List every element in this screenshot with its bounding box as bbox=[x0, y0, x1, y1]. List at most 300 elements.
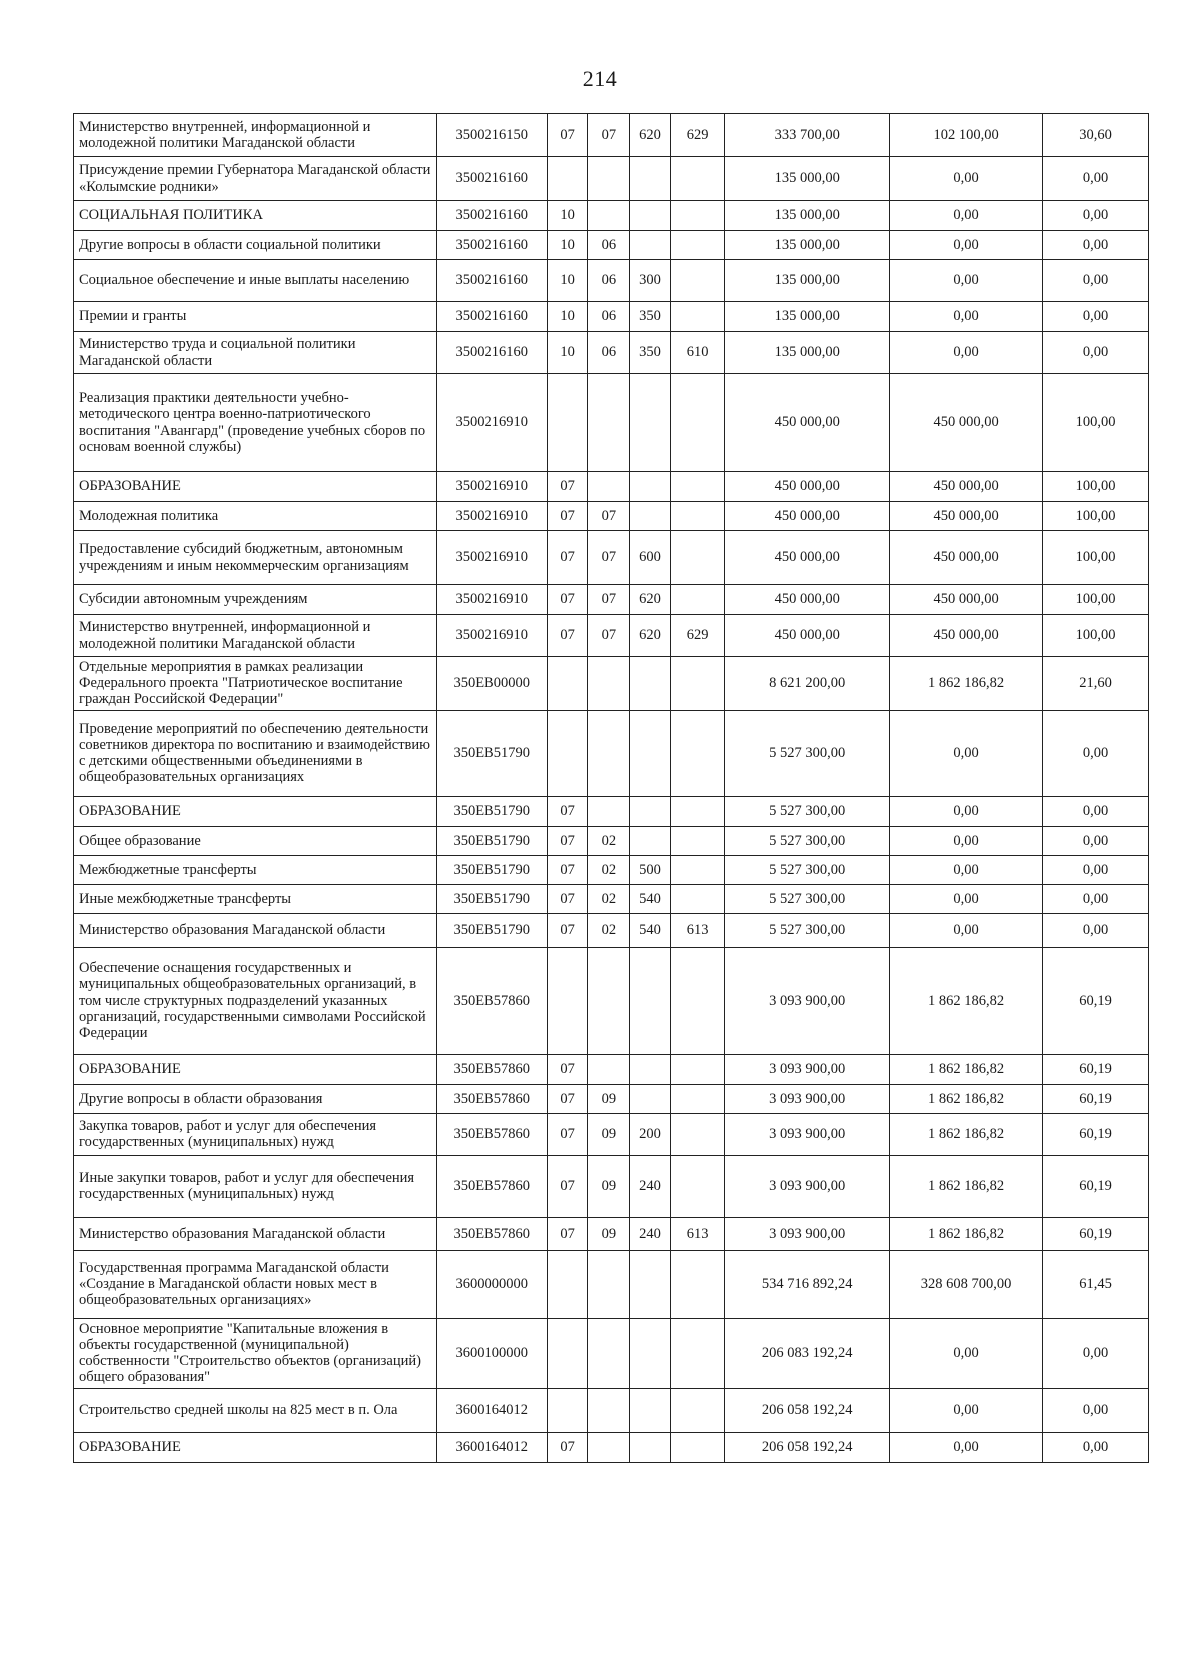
table-row bbox=[74, 114, 1149, 157]
cell-executed: 0,00 bbox=[890, 260, 1043, 302]
cell-percent: 61,45 bbox=[1043, 1250, 1149, 1318]
cell-expense-type bbox=[630, 1054, 671, 1084]
cell-percent: 0,00 bbox=[1043, 302, 1149, 332]
table-row bbox=[74, 1388, 1149, 1432]
cell-planned: 3 093 900,00 bbox=[725, 1217, 890, 1250]
cell-subsection bbox=[588, 157, 630, 201]
cell-percent: 0,00 bbox=[1043, 231, 1149, 260]
table-row bbox=[74, 710, 1149, 796]
cell-admin-code bbox=[670, 1432, 725, 1462]
cell-subsection: 09 bbox=[588, 1113, 630, 1155]
cell-target-code: 3600164012 bbox=[436, 1432, 547, 1462]
cell-target-code: 350EB51790 bbox=[436, 855, 547, 884]
table-row bbox=[74, 472, 1149, 502]
cell-percent: 60,19 bbox=[1043, 1084, 1149, 1113]
table-row bbox=[74, 332, 1149, 374]
cell-expense-type bbox=[630, 1250, 671, 1318]
cell-subsection: 09 bbox=[588, 1084, 630, 1113]
cell-section: 07 bbox=[547, 855, 588, 884]
cell-executed: 0,00 bbox=[890, 201, 1043, 231]
cell-name: Другие вопросы в области социальной политики bbox=[74, 231, 437, 260]
cell-admin-code: 613 bbox=[670, 913, 725, 947]
cell-name: Министерство образования Магаданской области bbox=[74, 1217, 437, 1250]
cell-name: Реализация практики деятельности учебно-методического центра военно-патриотического воспитания "Авангард" (проведение учебных сборов по основам военной службы) bbox=[74, 374, 437, 472]
cell-subsection bbox=[588, 1388, 630, 1432]
cell-target-code: 350EB51790 bbox=[436, 796, 547, 826]
cell-percent: 60,19 bbox=[1043, 947, 1149, 1054]
cell-planned: 3 093 900,00 bbox=[725, 1054, 890, 1084]
cell-percent: 100,00 bbox=[1043, 374, 1149, 472]
cell-admin-code bbox=[670, 1084, 725, 1113]
cell-target-code: 3500216910 bbox=[436, 472, 547, 502]
budget-table bbox=[73, 113, 1149, 1463]
cell-executed: 0,00 bbox=[890, 1432, 1043, 1462]
cell-executed: 1 862 186,82 bbox=[890, 1113, 1043, 1155]
table-row bbox=[74, 157, 1149, 201]
cell-expense-type: 540 bbox=[630, 884, 671, 913]
cell-subsection: 06 bbox=[588, 302, 630, 332]
table-row bbox=[74, 1217, 1149, 1250]
cell-admin-code bbox=[670, 657, 725, 711]
cell-planned: 5 527 300,00 bbox=[725, 913, 890, 947]
cell-section bbox=[547, 374, 588, 472]
table-row bbox=[74, 201, 1149, 231]
cell-expense-type: 350 bbox=[630, 302, 671, 332]
cell-target-code: 3500216910 bbox=[436, 502, 547, 531]
cell-target-code: 350EB57860 bbox=[436, 1084, 547, 1113]
cell-executed: 0,00 bbox=[890, 1318, 1043, 1388]
cell-percent: 0,00 bbox=[1043, 157, 1149, 201]
cell-expense-type bbox=[630, 472, 671, 502]
cell-executed: 1 862 186,82 bbox=[890, 947, 1043, 1054]
cell-executed: 1 862 186,82 bbox=[890, 657, 1043, 711]
cell-admin-code: 610 bbox=[670, 332, 725, 374]
cell-planned: 450 000,00 bbox=[725, 585, 890, 615]
cell-executed: 450 000,00 bbox=[890, 615, 1043, 657]
cell-target-code: 350EB57860 bbox=[436, 1217, 547, 1250]
cell-target-code: 350EB57860 bbox=[436, 947, 547, 1054]
cell-planned: 5 527 300,00 bbox=[725, 796, 890, 826]
cell-admin-code bbox=[670, 585, 725, 615]
cell-section: 07 bbox=[547, 1155, 588, 1217]
cell-executed: 450 000,00 bbox=[890, 374, 1043, 472]
cell-target-code: 3500216160 bbox=[436, 231, 547, 260]
cell-percent: 60,19 bbox=[1043, 1155, 1149, 1217]
cell-executed: 450 000,00 bbox=[890, 531, 1043, 585]
cell-subsection: 02 bbox=[588, 913, 630, 947]
cell-target-code: 3500216150 bbox=[436, 114, 547, 157]
cell-target-code: 3600000000 bbox=[436, 1250, 547, 1318]
cell-executed: 0,00 bbox=[890, 302, 1043, 332]
cell-percent: 0,00 bbox=[1043, 201, 1149, 231]
cell-admin-code bbox=[670, 302, 725, 332]
cell-expense-type bbox=[630, 1318, 671, 1388]
cell-name: Иные межбюджетные трансферты bbox=[74, 884, 437, 913]
cell-percent: 60,19 bbox=[1043, 1113, 1149, 1155]
cell-planned: 135 000,00 bbox=[725, 157, 890, 201]
cell-planned: 3 093 900,00 bbox=[725, 1084, 890, 1113]
cell-section: 07 bbox=[547, 502, 588, 531]
table-row bbox=[74, 231, 1149, 260]
cell-percent: 0,00 bbox=[1043, 1318, 1149, 1388]
cell-executed: 0,00 bbox=[890, 796, 1043, 826]
table-row bbox=[74, 1318, 1149, 1388]
cell-admin-code bbox=[670, 855, 725, 884]
cell-name: Предоставление субсидий бюджетным, автономным учреждениям и иным некоммерческим организациям bbox=[74, 531, 437, 585]
cell-executed: 450 000,00 bbox=[890, 502, 1043, 531]
page-number: 214 bbox=[582, 66, 618, 91]
cell-section: 10 bbox=[547, 302, 588, 332]
cell-planned: 450 000,00 bbox=[725, 531, 890, 585]
cell-section: 07 bbox=[547, 913, 588, 947]
cell-name: ОБРАЗОВАНИЕ bbox=[74, 1432, 437, 1462]
cell-expense-type bbox=[630, 502, 671, 531]
table-row bbox=[74, 855, 1149, 884]
cell-subsection: 02 bbox=[588, 855, 630, 884]
cell-subsection bbox=[588, 472, 630, 502]
table-row bbox=[74, 913, 1149, 947]
cell-admin-code bbox=[670, 884, 725, 913]
cell-name: Основное мероприятие "Капитальные вложения в объекты государственной (муниципальной) собственности "Строительство объектов (организаций) общего образования" bbox=[74, 1318, 437, 1388]
cell-expense-type bbox=[630, 947, 671, 1054]
cell-percent: 0,00 bbox=[1043, 796, 1149, 826]
cell-name: Министерство труда и социальной политики Магаданской области bbox=[74, 332, 437, 374]
cell-executed: 0,00 bbox=[890, 332, 1043, 374]
cell-section bbox=[547, 1388, 588, 1432]
cell-expense-type bbox=[630, 796, 671, 826]
cell-target-code: 350EB51790 bbox=[436, 710, 547, 796]
cell-name: Другие вопросы в области образования bbox=[74, 1084, 437, 1113]
cell-section bbox=[547, 657, 588, 711]
cell-name: ОБРАЗОВАНИЕ bbox=[74, 1054, 437, 1084]
table-row bbox=[74, 1054, 1149, 1084]
cell-planned: 135 000,00 bbox=[725, 302, 890, 332]
cell-expense-type: 200 bbox=[630, 1113, 671, 1155]
cell-section: 07 bbox=[547, 1217, 588, 1250]
cell-target-code: 3500216910 bbox=[436, 615, 547, 657]
table-row bbox=[74, 796, 1149, 826]
cell-target-code: 3500216160 bbox=[436, 201, 547, 231]
cell-executed: 0,00 bbox=[890, 1388, 1043, 1432]
cell-name: ОБРАЗОВАНИЕ bbox=[74, 796, 437, 826]
cell-subsection: 07 bbox=[588, 585, 630, 615]
cell-name: Иные закупки товаров, работ и услуг для обеспечения государственных (муниципальных) нужд bbox=[74, 1155, 437, 1217]
cell-expense-type bbox=[630, 1388, 671, 1432]
cell-subsection: 06 bbox=[588, 332, 630, 374]
cell-percent: 60,19 bbox=[1043, 1054, 1149, 1084]
cell-admin-code bbox=[670, 231, 725, 260]
cell-planned: 5 527 300,00 bbox=[725, 710, 890, 796]
cell-expense-type bbox=[630, 710, 671, 796]
cell-percent: 100,00 bbox=[1043, 585, 1149, 615]
cell-expense-type: 540 bbox=[630, 913, 671, 947]
cell-planned: 3 093 900,00 bbox=[725, 1155, 890, 1217]
cell-admin-code bbox=[670, 260, 725, 302]
cell-section: 07 bbox=[547, 114, 588, 157]
cell-expense-type: 600 bbox=[630, 531, 671, 585]
cell-admin-code bbox=[670, 157, 725, 201]
cell-section: 10 bbox=[547, 201, 588, 231]
cell-expense-type: 500 bbox=[630, 855, 671, 884]
cell-section: 10 bbox=[547, 260, 588, 302]
cell-name: Министерство внутренней, информационной и молодежной политики Магаданской области bbox=[74, 114, 437, 157]
cell-planned: 135 000,00 bbox=[725, 231, 890, 260]
cell-name: Министерство внутренней, информационной и молодежной политики Магаданской области bbox=[74, 615, 437, 657]
cell-target-code: 3500216160 bbox=[436, 260, 547, 302]
cell-expense-type bbox=[630, 231, 671, 260]
cell-subsection: 02 bbox=[588, 884, 630, 913]
table-row bbox=[74, 615, 1149, 657]
cell-section: 07 bbox=[547, 796, 588, 826]
cell-executed: 1 862 186,82 bbox=[890, 1054, 1043, 1084]
cell-subsection bbox=[588, 710, 630, 796]
cell-percent: 30,60 bbox=[1043, 114, 1149, 157]
cell-admin-code bbox=[670, 374, 725, 472]
cell-name: Министерство образования Магаданской области bbox=[74, 913, 437, 947]
cell-section: 07 bbox=[547, 615, 588, 657]
cell-subsection: 09 bbox=[588, 1155, 630, 1217]
cell-name: Государственная программа Магаданской области «Создание в Магаданской области новых мест в общеобразовательных организациях» bbox=[74, 1250, 437, 1318]
cell-percent: 0,00 bbox=[1043, 332, 1149, 374]
cell-executed: 450 000,00 bbox=[890, 585, 1043, 615]
table-row bbox=[74, 1155, 1149, 1217]
cell-admin-code bbox=[670, 1388, 725, 1432]
cell-admin-code bbox=[670, 502, 725, 531]
cell-subsection: 06 bbox=[588, 231, 630, 260]
cell-percent: 100,00 bbox=[1043, 502, 1149, 531]
cell-name: Закупка товаров, работ и услуг для обеспечения государственных (муниципальных) нужд bbox=[74, 1113, 437, 1155]
cell-percent: 0,00 bbox=[1043, 884, 1149, 913]
table-row bbox=[74, 1432, 1149, 1462]
cell-executed: 0,00 bbox=[890, 913, 1043, 947]
cell-planned: 450 000,00 bbox=[725, 374, 890, 472]
cell-section: 07 bbox=[547, 585, 588, 615]
table-row bbox=[74, 260, 1149, 302]
cell-executed: 1 862 186,82 bbox=[890, 1217, 1043, 1250]
cell-planned: 135 000,00 bbox=[725, 332, 890, 374]
cell-subsection: 09 bbox=[588, 1217, 630, 1250]
cell-section: 07 bbox=[547, 472, 588, 502]
table-row bbox=[74, 1250, 1149, 1318]
cell-expense-type bbox=[630, 157, 671, 201]
cell-expense-type: 300 bbox=[630, 260, 671, 302]
cell-section: 07 bbox=[547, 884, 588, 913]
cell-percent: 21,60 bbox=[1043, 657, 1149, 711]
cell-admin-code bbox=[670, 1318, 725, 1388]
cell-admin-code bbox=[670, 826, 725, 855]
cell-planned: 5 527 300,00 bbox=[725, 855, 890, 884]
cell-admin-code: 613 bbox=[670, 1217, 725, 1250]
cell-name: Субсидии автономным учреждениям bbox=[74, 585, 437, 615]
cell-planned: 333 700,00 bbox=[725, 114, 890, 157]
cell-name: Отдельные мероприятия в рамках реализации Федерального проекта "Патриотическое воспитание граждан Российской Федерации" bbox=[74, 657, 437, 711]
cell-target-code: 3500216160 bbox=[436, 302, 547, 332]
cell-planned: 8 621 200,00 bbox=[725, 657, 890, 711]
cell-subsection: 07 bbox=[588, 531, 630, 585]
cell-percent: 100,00 bbox=[1043, 615, 1149, 657]
cell-planned: 135 000,00 bbox=[725, 260, 890, 302]
cell-expense-type: 620 bbox=[630, 585, 671, 615]
cell-percent: 100,00 bbox=[1043, 472, 1149, 502]
cell-percent: 0,00 bbox=[1043, 1432, 1149, 1462]
cell-expense-type bbox=[630, 1084, 671, 1113]
cell-executed: 1 862 186,82 bbox=[890, 1084, 1043, 1113]
cell-section bbox=[547, 1250, 588, 1318]
cell-target-code: 350EB57860 bbox=[436, 1113, 547, 1155]
cell-target-code: 350EB51790 bbox=[436, 826, 547, 855]
cell-admin-code bbox=[670, 947, 725, 1054]
cell-planned: 450 000,00 bbox=[725, 502, 890, 531]
cell-section bbox=[547, 947, 588, 1054]
cell-target-code: 3500216160 bbox=[436, 157, 547, 201]
table-row bbox=[74, 884, 1149, 913]
cell-name: Общее образование bbox=[74, 826, 437, 855]
cell-target-code: 3600164012 bbox=[436, 1388, 547, 1432]
cell-executed: 1 862 186,82 bbox=[890, 1155, 1043, 1217]
cell-planned: 206 058 192,24 bbox=[725, 1388, 890, 1432]
table-row bbox=[74, 826, 1149, 855]
cell-subsection bbox=[588, 201, 630, 231]
cell-admin-code: 629 bbox=[670, 615, 725, 657]
cell-subsection: 07 bbox=[588, 114, 630, 157]
cell-percent: 0,00 bbox=[1043, 710, 1149, 796]
cell-subsection: 07 bbox=[588, 502, 630, 531]
cell-planned: 450 000,00 bbox=[725, 472, 890, 502]
cell-target-code: 3500216910 bbox=[436, 585, 547, 615]
cell-name: Премии и гранты bbox=[74, 302, 437, 332]
cell-admin-code bbox=[670, 201, 725, 231]
cell-planned: 5 527 300,00 bbox=[725, 826, 890, 855]
cell-section: 10 bbox=[547, 231, 588, 260]
cell-subsection bbox=[588, 374, 630, 472]
cell-admin-code bbox=[670, 472, 725, 502]
cell-percent: 0,00 bbox=[1043, 1388, 1149, 1432]
cell-section: 07 bbox=[547, 1054, 588, 1084]
cell-executed: 0,00 bbox=[890, 231, 1043, 260]
cell-admin-code bbox=[670, 1113, 725, 1155]
cell-section: 07 bbox=[547, 826, 588, 855]
table-row bbox=[74, 374, 1149, 472]
cell-target-code: 350EB51790 bbox=[436, 913, 547, 947]
cell-executed: 0,00 bbox=[890, 710, 1043, 796]
cell-subsection bbox=[588, 947, 630, 1054]
cell-admin-code: 629 bbox=[670, 114, 725, 157]
cell-subsection bbox=[588, 1432, 630, 1462]
cell-target-code: 350EB51790 bbox=[436, 884, 547, 913]
cell-expense-type bbox=[630, 826, 671, 855]
cell-admin-code bbox=[670, 1155, 725, 1217]
cell-subsection: 07 bbox=[588, 615, 630, 657]
cell-section: 07 bbox=[547, 531, 588, 585]
cell-percent: 0,00 bbox=[1043, 260, 1149, 302]
table-row bbox=[74, 531, 1149, 585]
cell-subsection bbox=[588, 1054, 630, 1084]
cell-section: 07 bbox=[547, 1432, 588, 1462]
cell-name: Обеспечение оснащения государственных и муниципальных общеобразовательных организаций, в том числе структурных подразделений указанных организаций, государственными символами Российской Федерации bbox=[74, 947, 437, 1054]
cell-name: ОБРАЗОВАНИЕ bbox=[74, 472, 437, 502]
table-row bbox=[74, 302, 1149, 332]
cell-subsection: 06 bbox=[588, 260, 630, 302]
cell-name: Молодежная политика bbox=[74, 502, 437, 531]
table-row bbox=[74, 1113, 1149, 1155]
cell-percent: 0,00 bbox=[1043, 826, 1149, 855]
table-row bbox=[74, 947, 1149, 1054]
cell-executed: 0,00 bbox=[890, 855, 1043, 884]
cell-percent: 100,00 bbox=[1043, 531, 1149, 585]
cell-target-code: 3500216910 bbox=[436, 374, 547, 472]
cell-section: 10 bbox=[547, 332, 588, 374]
cell-executed: 450 000,00 bbox=[890, 472, 1043, 502]
cell-target-code: 3600100000 bbox=[436, 1318, 547, 1388]
cell-section: 07 bbox=[547, 1113, 588, 1155]
cell-target-code: 350EB00000 bbox=[436, 657, 547, 711]
cell-expense-type bbox=[630, 374, 671, 472]
cell-name: Проведение мероприятий по обеспечению деятельности советников директора по воспитанию и взаимодействию с детскими общественными объединениями в общеобразовательных организациях bbox=[74, 710, 437, 796]
cell-admin-code bbox=[670, 796, 725, 826]
cell-planned: 206 058 192,24 bbox=[725, 1432, 890, 1462]
cell-expense-type bbox=[630, 1432, 671, 1462]
cell-planned: 206 083 192,24 bbox=[725, 1318, 890, 1388]
cell-section bbox=[547, 710, 588, 796]
cell-executed: 102 100,00 bbox=[890, 114, 1043, 157]
cell-subsection bbox=[588, 1250, 630, 1318]
cell-percent: 60,19 bbox=[1043, 1217, 1149, 1250]
cell-target-code: 3500216160 bbox=[436, 332, 547, 374]
cell-expense-type: 620 bbox=[630, 615, 671, 657]
cell-expense-type: 350 bbox=[630, 332, 671, 374]
cell-subsection: 02 bbox=[588, 826, 630, 855]
cell-percent: 0,00 bbox=[1043, 913, 1149, 947]
cell-name: Строительство средней школы на 825 мест в п. Ола bbox=[74, 1388, 437, 1432]
cell-section bbox=[547, 157, 588, 201]
table-row bbox=[74, 657, 1149, 711]
cell-expense-type: 240 bbox=[630, 1217, 671, 1250]
cell-executed: 328 608 700,00 bbox=[890, 1250, 1043, 1318]
cell-name: Социальное обеспечение и иные выплаты населению bbox=[74, 260, 437, 302]
cell-name: Присуждение премии Губернатора Магаданской области «Колымские родники» bbox=[74, 157, 437, 201]
cell-executed: 0,00 bbox=[890, 157, 1043, 201]
cell-planned: 5 527 300,00 bbox=[725, 884, 890, 913]
cell-planned: 135 000,00 bbox=[725, 201, 890, 231]
cell-percent: 0,00 bbox=[1043, 855, 1149, 884]
cell-name: Межбюджетные трансферты bbox=[74, 855, 437, 884]
cell-expense-type: 240 bbox=[630, 1155, 671, 1217]
cell-planned: 534 716 892,24 bbox=[725, 1250, 890, 1318]
cell-executed: 0,00 bbox=[890, 826, 1043, 855]
cell-subsection bbox=[588, 657, 630, 711]
cell-admin-code bbox=[670, 1054, 725, 1084]
cell-admin-code bbox=[670, 1250, 725, 1318]
cell-admin-code bbox=[670, 710, 725, 796]
table-body bbox=[74, 114, 1149, 1463]
table-row bbox=[74, 1084, 1149, 1113]
cell-subsection bbox=[588, 796, 630, 826]
cell-planned: 3 093 900,00 bbox=[725, 947, 890, 1054]
table-row bbox=[74, 585, 1149, 615]
cell-planned: 3 093 900,00 bbox=[725, 1113, 890, 1155]
cell-expense-type bbox=[630, 657, 671, 711]
cell-expense-type: 620 bbox=[630, 114, 671, 157]
cell-section: 07 bbox=[547, 1084, 588, 1113]
cell-planned: 450 000,00 bbox=[725, 615, 890, 657]
cell-subsection bbox=[588, 1318, 630, 1388]
cell-section bbox=[547, 1318, 588, 1388]
cell-expense-type bbox=[630, 201, 671, 231]
cell-name: СОЦИАЛЬНАЯ ПОЛИТИКА bbox=[74, 201, 437, 231]
cell-admin-code bbox=[670, 531, 725, 585]
cell-target-code: 3500216910 bbox=[436, 531, 547, 585]
table-row bbox=[74, 502, 1149, 531]
